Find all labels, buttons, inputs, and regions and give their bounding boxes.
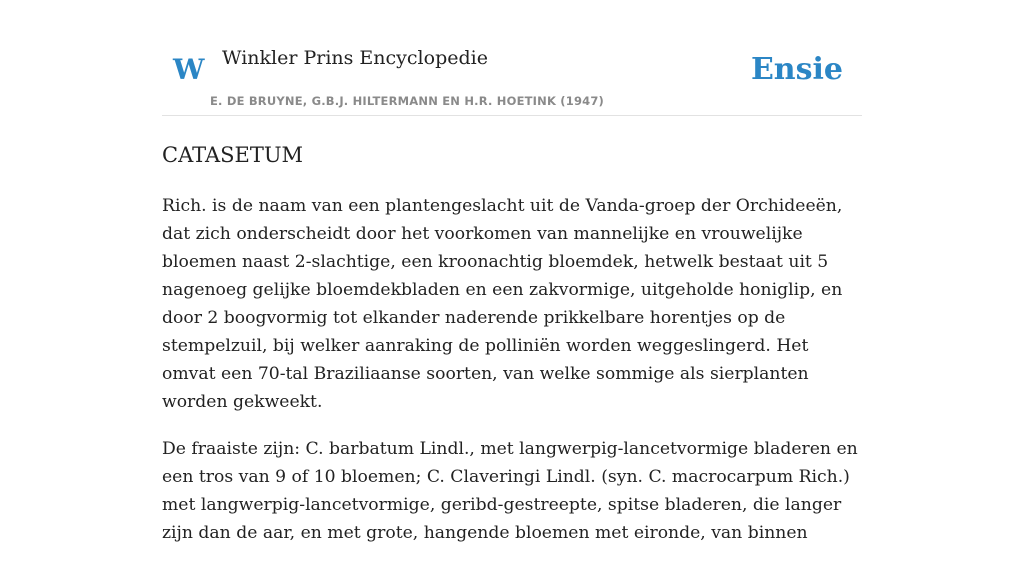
article-body [162,192,862,566]
article-title: CATASETUM [162,143,304,167]
site-title[interactable]: Winkler Prins Encyclopedie [222,47,488,69]
article-paragraph-2: De fraaiste zijn: C. barbatum Lindl., met langwerpig-lancetvormige bladeren en een tros van 9 of 10 bloemen; C. Claveringi Lindl. (syn. C. macrocarpum Rich.) met langwerpig-lancetvormige, geribd-gestreepte, spitse bladeren, die langer zijn dan de aar, en met grote, hangende bloemen met eironde, van binnen [162,439,858,543]
site-logo-w[interactable]: W [173,53,205,86]
article-paragraph-1: Rich. is de naam van een plantengeslacht uit de Vanda-groep der Orchideeën, dat zich onderscheidt door het voorkomen van mannelijke en vrouwelijke bloemen naast 2-slachtige, een kroonachtig bloemdek, hetwelk bestaat uit 5 nagenoeg gelijke bloemdekbladen en een zakvormige, uitgeholde honiglip, en door 2 boogvormig tot elkander naderende prikkelbare horentjes op de stempelzuil, bij welker aanraking de polliniën worden weggeslingerd. Het omvat een 70-tal Braziliaanse soorten, van welke sommige als sierplanten worden gekweekt. [162,196,843,412]
site-header [162,40,862,116]
ensie-logo[interactable]: Ensie [750,52,843,87]
authors-line: E. DE BRUYNE, G.B.J. HILTERMANN EN H.R. HOETINK (1947) [210,94,605,108]
